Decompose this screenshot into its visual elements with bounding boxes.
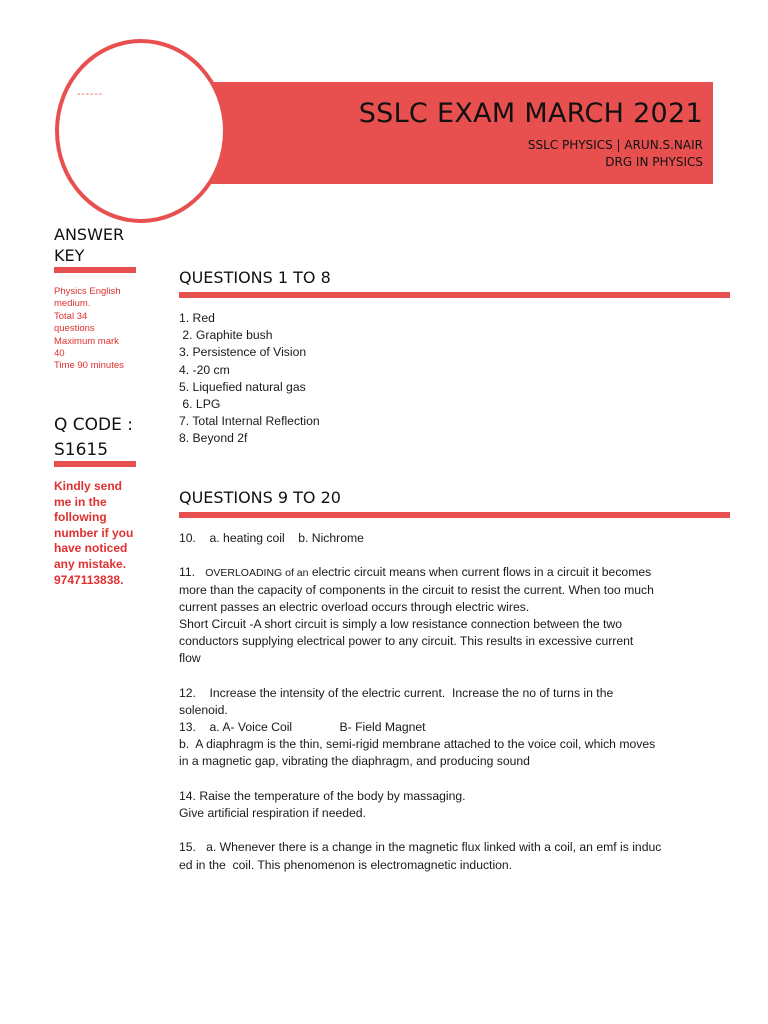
exam-info-line: Total 34 [54,310,88,322]
request-line: Kindly send [54,479,123,493]
request-line: me in the [54,494,107,509]
answer-15-line: 15. a. Whenever there is a change in the magnetic flux linked with a coil, an emf is induc [179,840,662,855]
answer-13-line: 13. a. A- Voice Coil B- Field Magnet [179,720,426,735]
q11-smallcaps: OVERLOADING of an [205,567,309,580]
answer-key-line1: ANSWER [54,225,125,244]
q11-line1-rest: electric circuit means when current flows in a circuit it becomes [308,565,652,580]
answer-13-line: in a magnetic gap, vibrating the diaphragm, and producing sound [179,754,530,769]
exam-info-line: questions [54,323,95,335]
request-line: any mistake. [54,556,127,571]
decorative-circle [55,39,227,223]
answer-13-line: b. A diaphragm is the thin, semi-rigid membrane attached to the voice coil, which moves [179,737,656,752]
answer-11-line: flow [179,651,201,666]
question-code [54,413,133,463]
exam-info-line: Time 90 minutes [54,360,124,372]
sidebar-divider [54,461,136,467]
section-heading-9-to-20: QUESTIONS 9 TO 20 [179,488,341,507]
answer-item: 4. -20 cm [179,362,230,377]
request-line: following [54,510,107,525]
circle-dashes: ------ [77,89,103,100]
answer-item: 2. Graphite bush [179,328,273,343]
section-divider [179,512,730,518]
exam-info-line: Maximum mark [54,335,119,347]
answer-11-line [179,564,731,581]
answer-15-line: ed in the coil. This phenomenon is electromagnetic induction. [179,857,513,872]
page-title: SSLC EXAM MARCH 2021 [358,98,703,129]
q11-number: 11. [179,565,206,580]
request-line: have noticed [54,541,128,556]
answer-item: 5. Liquefied natural gas [179,379,306,394]
answers-1-to-8 [179,310,320,448]
answer-item: 1. Red [179,311,215,325]
qcode-value: S1615 [54,440,109,460]
answer-10: 10. a. heating coil b. Nichrome [179,531,364,545]
answer-11-line: current passes an electric overload occurs through electric wires. [179,599,530,614]
page-subtitle-author: SSLC PHYSICS | ARUN.S.NAIR [527,138,703,152]
exam-info-line: 40 [54,348,65,360]
exam-info-line: medium. [54,298,91,310]
page-subtitle-role: DRG IN PHYSICS [605,155,703,169]
answer-11-line: Short Circuit -A short circuit is simply a low resistance connection between the two [179,616,622,631]
answer-item: 6. LPG [179,397,221,412]
answer-item: 3. Persistence of Vision [179,345,307,360]
answer-14-line: Give artificial respiration if needed. [179,806,366,820]
section-heading-1-to-8: QUESTIONS 1 TO 8 [179,268,331,287]
answer-key-heading [54,224,124,266]
request-line: number if you [54,525,134,540]
answer-11-line: conductors supplying electrical power to any circuit. This results in excessive current [179,634,634,649]
answer-14-line: 14. Raise the temperature of the body by massaging. [179,788,466,803]
answer-12-line: solenoid. [179,702,228,717]
answers-9-to-20 [179,530,731,874]
answer-item: 7. Total Internal Reflection [179,414,320,429]
exam-info-line: Physics English [54,286,121,297]
section-divider [179,292,730,298]
header-banner [205,82,713,184]
answer-11-line: more than the capacity of components in the circuit to resist the current. When too much [179,582,654,597]
qcode-label: Q CODE : [54,415,133,435]
answer-key-line2: KEY [54,246,85,265]
answer-12-line: 12. Increase the intensity of the electric current. Increase the no of turns in the [179,685,614,700]
correction-request [54,479,144,588]
exam-info [54,286,140,373]
answer-item: 8. Beyond 2f [179,431,248,446]
sidebar-divider [54,267,136,273]
contact-number: 9747113838. [54,572,124,587]
